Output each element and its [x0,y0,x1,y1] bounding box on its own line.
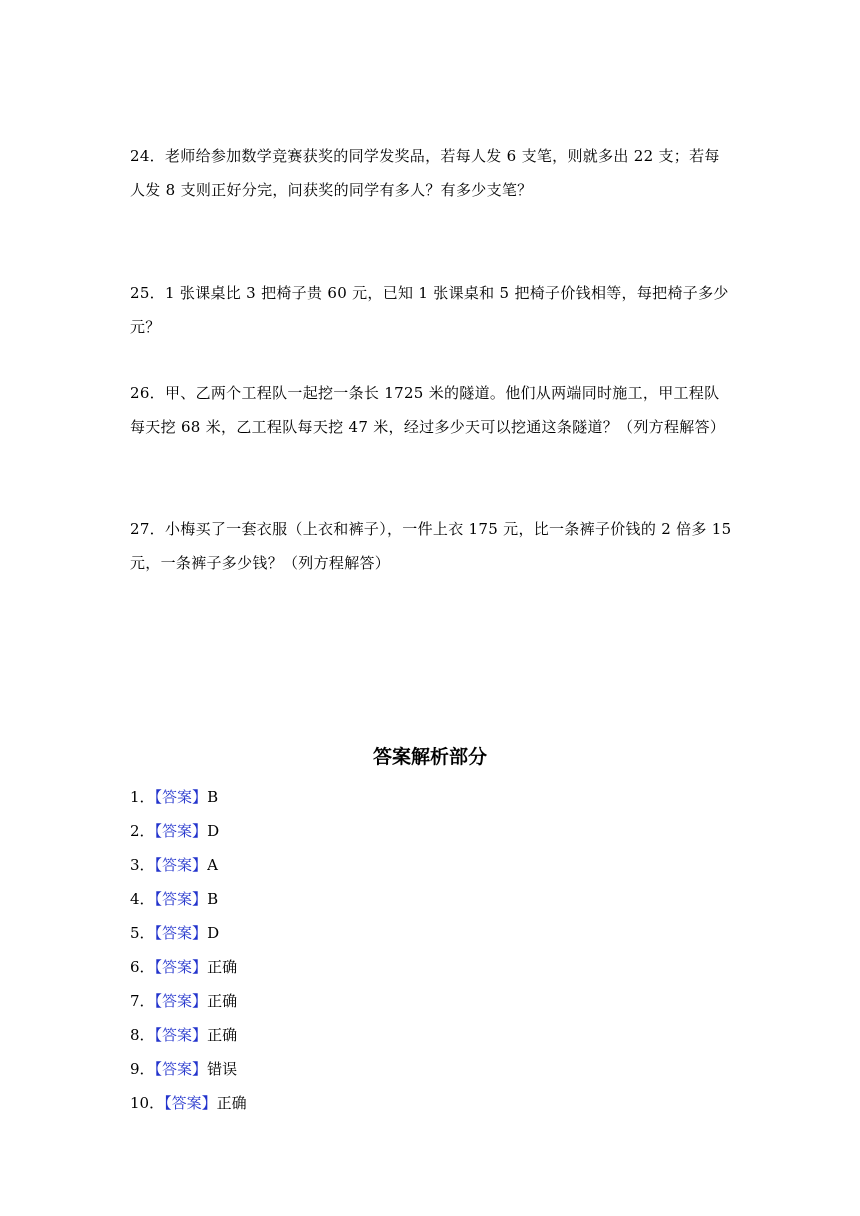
answer-value: D [207,822,220,840]
answer-item [130,916,247,950]
question-line: 人发 8 支则正好分完，问获奖的同学有多人？有多少支笔？ [130,181,533,199]
answer-item [130,848,247,882]
answer-number: 5． [130,924,155,942]
answer-item [130,814,247,848]
answer-tag: 【答案】 [154,788,208,806]
question-line: 27．小梅买了一套衣服（上衣和裤子），一件上衣 175 元，比一条裤子价钱的 2 倍多 15 [130,520,732,538]
question-line: 26．甲、乙两个工程队一起挖一条长 1725 米的隧道。他们从两端同时施工，甲工程队 [130,384,720,402]
question-24 [130,139,740,207]
answer-value: B [207,890,219,908]
answer-number: 6． [130,958,155,976]
answer-value: 错误 [207,1060,238,1078]
question-line: 25．1 张课桌比 3 把椅子贵 60 元，已知 1 张课桌和 5 把椅子价钱相等，每把椅子多少元？ [130,284,729,336]
answer-tag: 【答案】 [154,1060,208,1078]
answer-tag: 【答案】 [154,958,208,976]
answer-number: 2． [130,822,155,840]
answer-number: 9． [130,1060,155,1078]
answer-value: B [207,788,219,806]
answer-tag: 【答案】 [154,992,208,1010]
answer-value: D [207,924,220,942]
answer-number: 3． [130,856,155,874]
question-line: 24．老师给参加数学竞赛获奖的同学发奖品，若每人发 6 支笔，则就多出 22 支；若每 [130,147,720,165]
answer-tag: 【答案】 [154,1026,208,1044]
question-26 [130,376,740,444]
answer-value: A [207,856,218,874]
answer-item [130,780,247,814]
answer-item [130,1018,247,1052]
question-line: 元，一条裤子多少钱？（列方程解答） [130,554,391,572]
answer-value: 正确 [216,1094,247,1112]
answer-tag: 【答案】 [154,924,208,942]
answer-tag: 【答案】 [164,1094,217,1112]
answer-number: 8． [130,1026,155,1044]
answer-tag: 【答案】 [154,890,208,908]
question-line: 每天挖 68 米，乙工程队每天挖 47 米，经过多少天可以挖通这条隧道？（列方程解答） [130,418,726,436]
question-25 [130,276,740,344]
answer-number: 1． [130,788,155,806]
answer-number: 4． [130,890,155,908]
answer-list [130,780,247,1120]
answer-value: 正确 [207,1026,238,1044]
answer-item [130,1052,247,1086]
answer-tag: 【答案】 [154,856,208,874]
answer-number: 7． [130,992,155,1010]
answer-section-title: 答案解析部分 [372,746,487,768]
answer-value: 正确 [207,958,238,976]
question-27 [130,512,740,580]
answer-item [130,882,247,916]
answer-number: 10． [130,1094,165,1112]
answer-item [130,984,247,1018]
answer-item [130,950,247,984]
answer-item [130,1086,247,1120]
answer-tag: 【答案】 [154,822,208,840]
answer-value: 正确 [207,992,238,1010]
